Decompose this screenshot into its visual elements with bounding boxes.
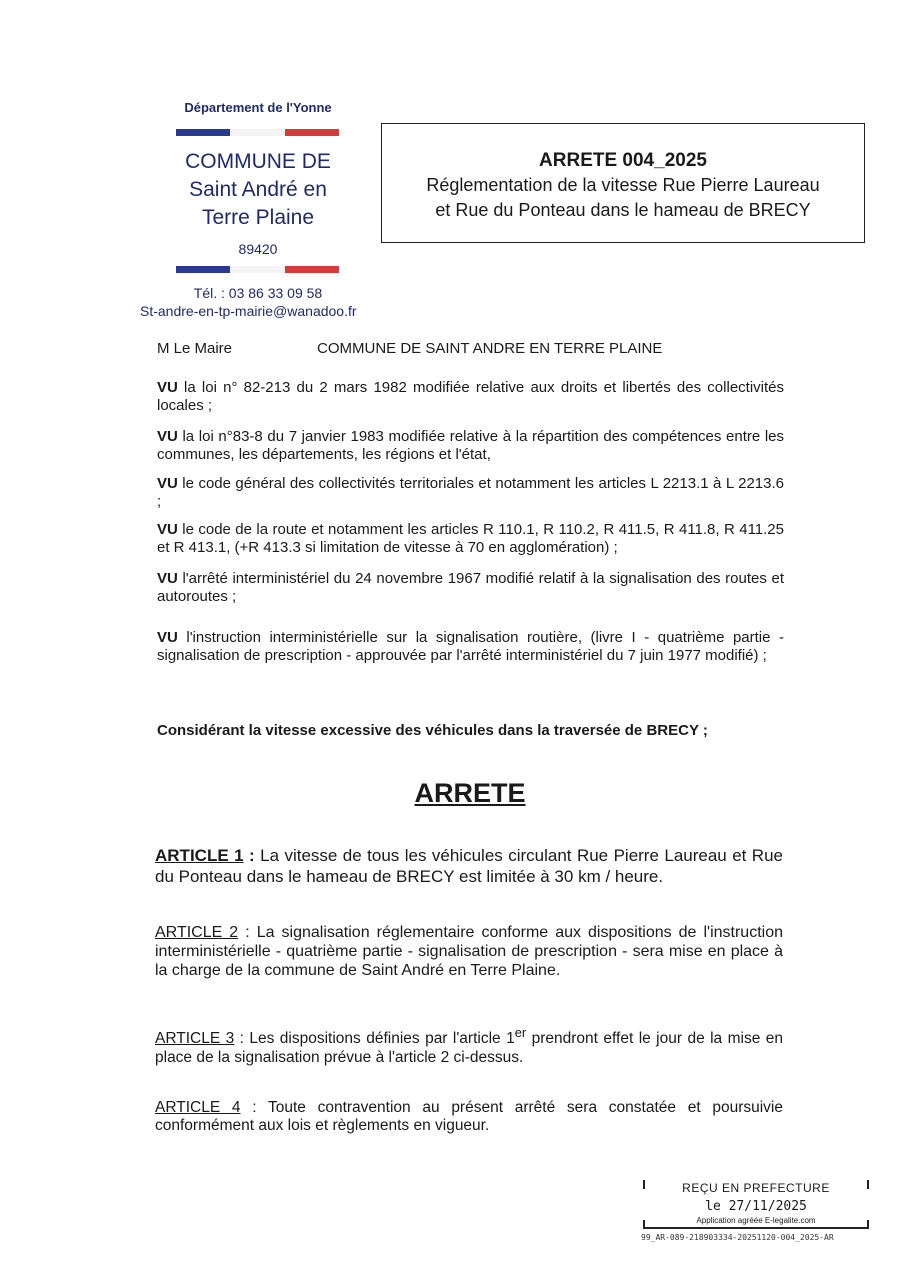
postal-code: 89420 — [238, 241, 278, 257]
visa-paragraph — [157, 629, 784, 665]
stamp-received-label: REÇU EN PREFECTURE — [682, 1181, 830, 1195]
article-2 — [155, 923, 783, 980]
decision-heading: ARRETE — [414, 778, 526, 808]
visa-paragraph — [157, 428, 784, 464]
visa-text: la loi n°83-8 du 7 janvier 1983 modifiée relative à la répartition des compétences entre les communes, les départements, les régions et l'état, — [157, 428, 784, 463]
phone-number: Tél. : 03 86 33 09 58 — [193, 285, 323, 301]
article-text: La vitesse de tous les véhicules circulant Rue Pierre Laureau et Rue du Ponteau dans le hameau de BRECY est limitée à 30 km / heure. — [155, 846, 783, 886]
commune-line-1: COMMUNE DE — [185, 150, 331, 173]
decree-subject-line-1: Réglementation de la vitesse Rue Pierre Laureau — [426, 175, 820, 195]
visa-paragraph — [157, 570, 784, 606]
article-text-before: Les dispositions définies par l'article 1 — [249, 1030, 515, 1048]
article-separator: : — [234, 1030, 250, 1048]
email-address: St-andre-en-tp-mairie@wanadoo.fr — [140, 303, 357, 319]
prefecture-receipt-stamp — [643, 1180, 869, 1230]
article-text: La signalisation réglementaire conforme aux dispositions de l'instruction interministérielle - quatrième partie - signalisation de prescription - sera mise en place à la charge de la commune de Saint André en Terre Plaine. — [155, 924, 784, 979]
visa-prefix: VU — [157, 379, 178, 396]
visa-prefix: VU — [157, 428, 178, 445]
stamp-reference: 99_AR-089-218903334-20251120-004_2025-AR — [641, 1233, 834, 1242]
considering-statement: Considérant la vitesse excessive des véhicules dans la traversée de BRECY ; — [157, 722, 708, 739]
stamp-date: le 27/11/2025 — [705, 1199, 807, 1214]
visa-text: l'arrêté interministériel du 24 novembre 1967 modifié relatif à la signalisation des routes et autoroutes ; — [157, 570, 784, 605]
tricolor-band-top — [176, 129, 339, 136]
visa-paragraph — [157, 475, 784, 511]
article-separator: : — [243, 846, 261, 865]
article-superscript: er — [514, 1025, 527, 1040]
article-separator: : — [240, 1099, 268, 1116]
stamp-application-label: Application agréée E-legalite.com — [696, 1216, 816, 1225]
decree-title-box — [381, 123, 865, 243]
visa-prefix: VU — [157, 475, 178, 492]
commune-heading: COMMUNE DE SAINT ANDRE EN TERRE PLAINE — [317, 340, 663, 357]
visa-text: le code de la route et notamment les articles R 110.1, R 110.2, R 411.5, R 411.8, R 411.25 et R 413.1, (+R 413.3 si limitation de vitesse à 70 en agglomération) ; — [157, 521, 784, 556]
mayor-label: M Le Maire — [157, 340, 233, 357]
visa-paragraph — [157, 379, 784, 415]
visa-text: l'instruction interministérielle sur la signalisation routière, (livre I - quatrième partie - signalisation de prescription - approuvée par l'arrêté interministériel du 7 juin 1977 modifié) ; — [157, 629, 784, 664]
article-1 — [155, 845, 783, 887]
article-label: ARTICLE 2 — [155, 924, 239, 941]
article-4 — [155, 1099, 783, 1135]
visa-paragraph — [157, 521, 784, 557]
commune-line-2: Saint André en — [189, 178, 327, 201]
article-text-after: prendront effet le jour de la mise en place de la signalisation prévue à l'article 2 ci-dessus. — [155, 1030, 783, 1067]
department-label: Département de l'Yonne — [184, 100, 332, 115]
article-separator: : — [238, 924, 257, 941]
decree-subject-line-2: et Rue du Ponteau dans le hameau de BRECY — [435, 200, 811, 220]
visa-text: le code général des collectivités territoriales et notamment les articles L 2213.1 à L 2213.6 ; — [157, 475, 784, 510]
commune-name — [166, 148, 350, 232]
tricolor-band-bottom — [176, 266, 339, 273]
article-label: ARTICLE 3 — [155, 1030, 235, 1048]
visa-prefix: VU — [157, 521, 178, 538]
article-label: ARTICLE 4 — [155, 1099, 241, 1116]
visa-prefix: VU — [157, 570, 178, 587]
article-label: ARTICLE 1 — [155, 846, 244, 865]
article-text: Toute contravention au présent arrêté sera constatée et poursuivie conformément aux lois et règlements en vigueur. — [155, 1099, 784, 1134]
visa-text: la loi n° 82-213 du 2 mars 1982 modifiée relative aux droits et libertés des collectivités locales ; — [157, 379, 784, 414]
visa-prefix: VU — [157, 629, 178, 646]
article-3 — [155, 1023, 783, 1067]
commune-line-3: Terre Plaine — [201, 206, 315, 229]
decree-number: ARRETE 004_2025 — [539, 150, 707, 171]
